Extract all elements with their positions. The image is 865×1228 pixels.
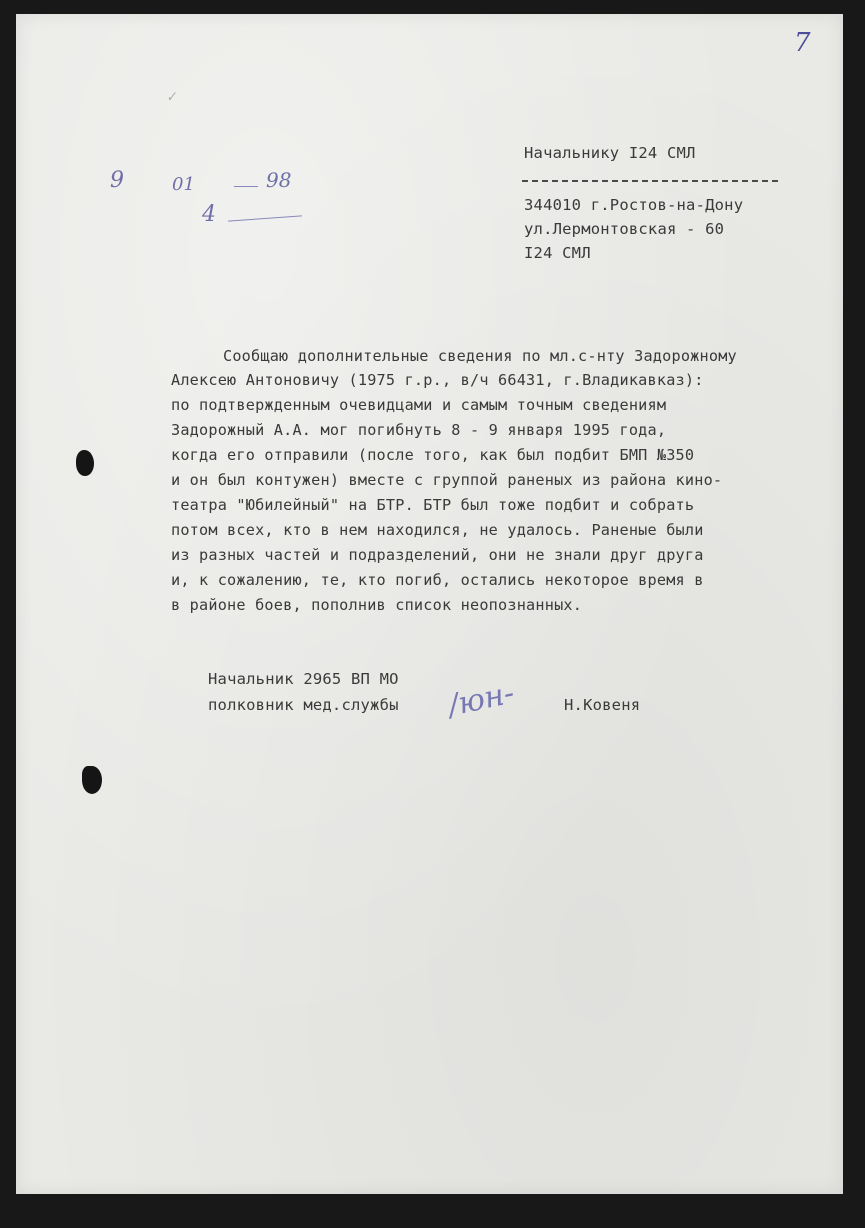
body-line-3: по подтвержденным очевидцами и самым точным сведениям — [171, 396, 667, 414]
addressee-street: ул.Лермонтовская - 60 — [524, 220, 725, 238]
body-line-9: из разных частей и подразделений, они не знали друг друга — [171, 546, 704, 564]
body-line-2: Алексею Антоновичу (1975 г.р., в/ч 66431, г.Владикавказ): — [171, 371, 704, 389]
date-year: 98 — [266, 168, 292, 192]
body-line-10: и, к сожалению, те, кто погиб, остались некоторое время в — [171, 571, 704, 589]
body-line-6: и он был контужен) вместе с группой раненых из района кино- — [171, 471, 723, 489]
date-sub: 4 — [202, 202, 216, 227]
date-underline — [228, 215, 302, 221]
signer-title-2: полковник мед.службы — [208, 696, 399, 714]
body-line-4: Задорожный А.А. мог погибнуть 8 - 9 января 1995 года, — [171, 421, 667, 439]
addressee-divider — [522, 180, 778, 182]
body-line-7: театра "Юбилейный" на БТР. БТР был тоже подбит и собрать — [171, 496, 695, 514]
body-line-8: потом всех, кто в нем находился, не удалось. Раненые были — [171, 521, 704, 539]
body-line-11: в районе боев, пополнив список неопознанных. — [171, 596, 583, 614]
body-line-5: когда его отправили (после того, как был подбит БМП №350 — [171, 446, 695, 464]
punch-hole — [82, 766, 102, 794]
body-line-1: Сообщаю дополнительные сведения по мл.с-нту Задорожному — [223, 347, 737, 365]
punch-hole — [76, 450, 94, 476]
handwritten-signature: /юн- — [445, 675, 518, 724]
date-day: 9 — [110, 168, 124, 193]
document-page — [16, 14, 843, 1194]
addressee-postal: 344010 г.Ростов-на-Дону — [524, 196, 744, 214]
signer-name: Н.Ковеня — [564, 696, 641, 714]
pencil-mark: ✓ — [165, 89, 178, 106]
date-dash — [234, 186, 258, 187]
date-month: 01 — [172, 174, 195, 195]
addressee-title: Начальнику I24 СМЛ — [524, 144, 696, 162]
signer-title-1: Начальник 2965 ВП МО — [208, 670, 399, 688]
addressee-unit: I24 СМЛ — [524, 244, 591, 262]
page-number: 7 — [794, 28, 811, 58]
